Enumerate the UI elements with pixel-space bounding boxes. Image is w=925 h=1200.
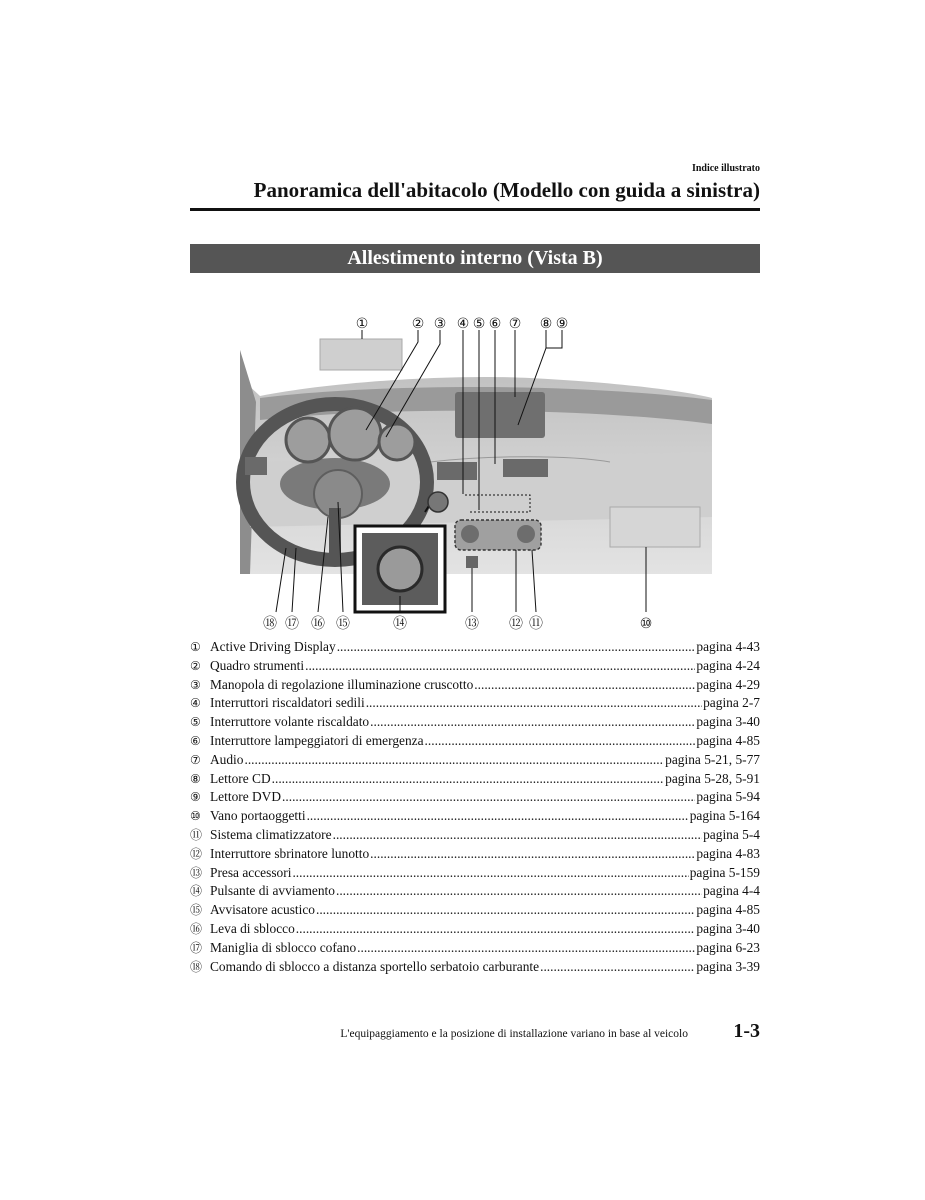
legend-page-ref: pagina 4-85 bbox=[696, 732, 760, 748]
footer-note: L'equipaggiamento e la posizione di installazione variano in base al veicolo bbox=[340, 1028, 688, 1040]
dot-leader bbox=[474, 676, 695, 695]
callout-18: ⑱ bbox=[263, 616, 277, 632]
callout-12: ⑫ bbox=[509, 616, 523, 632]
legend-item bbox=[190, 920, 760, 939]
dot-leader bbox=[370, 845, 695, 864]
climate-control-panel bbox=[455, 520, 541, 550]
legend-page-ref: pagina 5-94 bbox=[696, 789, 760, 805]
legend-label: Audio bbox=[210, 751, 244, 767]
title-rule bbox=[190, 208, 760, 211]
legend-page-ref: pagina 2-7 bbox=[703, 695, 760, 711]
dot-leader bbox=[316, 901, 695, 920]
legend-page-ref: pagina 5-28, 5-91 bbox=[665, 770, 760, 786]
legend-item bbox=[190, 751, 760, 770]
dot-leader bbox=[357, 939, 695, 958]
legend-page-ref: pagina 4-83 bbox=[696, 845, 760, 861]
legend-label: Maniglia di sblocco cofano bbox=[210, 939, 357, 955]
legend-page-ref: pagina 4-43 bbox=[696, 639, 760, 654]
dot-leader bbox=[244, 751, 664, 770]
legend-number: ⑱ bbox=[190, 959, 203, 974]
callout-4: ④ bbox=[456, 316, 470, 332]
legend-number: ⑥ bbox=[190, 733, 201, 748]
callout-3: ③ bbox=[433, 316, 447, 332]
callout-6: ⑥ bbox=[488, 316, 502, 332]
legend-page-ref: pagina 5-159 bbox=[689, 864, 760, 880]
dot-leader bbox=[305, 657, 695, 676]
legend-label: Interruttori riscaldatori sedili bbox=[210, 695, 365, 711]
dot-leader bbox=[366, 694, 702, 713]
legend-item bbox=[190, 882, 760, 901]
legend-label: Lettore DVD bbox=[210, 789, 282, 805]
dot-leader bbox=[296, 920, 696, 939]
legend-item bbox=[190, 713, 760, 732]
dot-leader bbox=[425, 732, 696, 751]
section-banner: Allestimento interno (Vista B) bbox=[190, 244, 760, 273]
callout-1: ① bbox=[355, 316, 369, 332]
callout-7: ⑦ bbox=[508, 316, 522, 332]
dot-leader bbox=[292, 864, 688, 883]
callout-13: ⑬ bbox=[465, 616, 479, 632]
legend-number: ⑦ bbox=[190, 752, 201, 767]
legend-item bbox=[190, 864, 760, 883]
legend-page-ref: pagina 4-4 bbox=[703, 883, 760, 899]
legend-label: Lettore CD bbox=[210, 770, 271, 786]
legend-item bbox=[190, 694, 760, 713]
legend-label: Comando di sblocco a distanza sportello serbatoio carburante bbox=[210, 958, 540, 974]
legend-item bbox=[190, 939, 760, 958]
glove-box bbox=[610, 507, 700, 547]
legend-item bbox=[190, 638, 760, 657]
legend-item bbox=[190, 807, 760, 826]
legend-page-ref: pagina 5-164 bbox=[689, 808, 760, 824]
legend-page-ref: pagina 3-40 bbox=[696, 714, 760, 730]
active-driving-display-plate bbox=[320, 339, 402, 370]
callout-17: ⑰ bbox=[285, 616, 299, 632]
accessory-socket bbox=[466, 556, 478, 568]
legend-item bbox=[190, 676, 760, 695]
legend-number: ⑬ bbox=[190, 865, 203, 880]
legend-label: Interruttore sbrinatore lunotto bbox=[210, 845, 370, 861]
legend-number: ⑰ bbox=[190, 940, 203, 955]
page-number: 1-3 bbox=[733, 1020, 760, 1042]
legend-number: ⑭ bbox=[190, 884, 203, 899]
air-vent-center-left bbox=[437, 462, 477, 480]
callout-9: ⑨ bbox=[555, 316, 569, 332]
callout-2: ② bbox=[411, 316, 425, 332]
callout-14: ⑭ bbox=[393, 616, 407, 632]
legend-page-ref: pagina 5-21, 5-77 bbox=[665, 751, 760, 767]
legend-page-ref: pagina 4-85 bbox=[696, 902, 760, 918]
page-title: Panoramica dell'abitacolo (Modello con guida a sinistra) bbox=[253, 178, 760, 202]
legend-number: ⑧ bbox=[190, 771, 201, 786]
legend-page-ref: pagina 5-4 bbox=[703, 826, 760, 842]
dot-leader bbox=[307, 807, 689, 826]
legend-label: Quadro strumenti bbox=[210, 657, 305, 673]
air-vent-left bbox=[245, 457, 267, 475]
callout-16: ⑯ bbox=[311, 616, 325, 632]
center-display bbox=[455, 392, 545, 438]
dashboard-illustration bbox=[190, 312, 760, 634]
callout-5: ⑤ bbox=[472, 316, 486, 332]
legend-label: Avvisatore acustico bbox=[210, 902, 315, 918]
legend-number: ⑫ bbox=[190, 846, 203, 861]
legend-label: Manopola di regolazione illuminazione cruscotto bbox=[210, 676, 474, 692]
legend-page-ref: pagina 4-29 bbox=[696, 676, 760, 692]
legend-page-ref: pagina 3-39 bbox=[696, 958, 760, 974]
legend-item bbox=[190, 826, 760, 845]
dot-leader bbox=[540, 958, 695, 977]
component-legend bbox=[190, 638, 760, 976]
legend-item bbox=[190, 732, 760, 751]
legend-label: Interruttore volante riscaldato bbox=[210, 714, 370, 730]
callout-10: ⑩ bbox=[639, 616, 653, 632]
legend-number: ① bbox=[190, 640, 201, 654]
section-label: Indice illustrato bbox=[691, 163, 760, 174]
legend-number: ⑤ bbox=[190, 715, 201, 730]
legend-item bbox=[190, 958, 760, 977]
legend-item bbox=[190, 657, 760, 676]
legend-item bbox=[190, 788, 760, 807]
dot-leader bbox=[272, 770, 665, 789]
legend-number: ③ bbox=[190, 677, 201, 692]
legend-number: ② bbox=[190, 658, 201, 673]
legend-label: Active Driving Display bbox=[210, 639, 336, 654]
dot-leader bbox=[282, 788, 695, 807]
legend-number: ④ bbox=[190, 696, 201, 711]
legend-item bbox=[190, 845, 760, 864]
legend-number: ⑮ bbox=[190, 903, 203, 918]
legend-number: ⑪ bbox=[190, 827, 203, 842]
callout-15: ⑮ bbox=[336, 616, 350, 632]
legend-label: Vano portaoggetti bbox=[210, 808, 306, 824]
legend-number: ⑯ bbox=[190, 921, 203, 936]
legend-label: Leva di sblocco bbox=[210, 920, 295, 936]
legend-label: Pulsante di avviamento bbox=[210, 883, 335, 899]
legend-label: Presa accessori bbox=[210, 864, 292, 880]
legend-label: Sistema climatizzatore bbox=[210, 826, 332, 842]
dot-leader bbox=[336, 882, 702, 901]
legend-page-ref: pagina 4-24 bbox=[696, 657, 760, 673]
legend-page-ref: pagina 3-40 bbox=[696, 920, 760, 936]
callout-11: ⑪ bbox=[529, 616, 543, 632]
callout-8: ⑧ bbox=[539, 316, 553, 332]
dot-leader bbox=[370, 713, 695, 732]
air-vent-center-right bbox=[503, 459, 548, 477]
legend-number: ⑨ bbox=[190, 790, 201, 805]
legend-label: Interruttore lampeggiatori di emergenza bbox=[210, 732, 424, 748]
legend-number: ⑩ bbox=[190, 809, 201, 824]
legend-item bbox=[190, 901, 760, 920]
dot-leader bbox=[333, 826, 703, 845]
dot-leader bbox=[337, 638, 696, 657]
legend-page-ref: pagina 6-23 bbox=[696, 939, 760, 955]
legend-item bbox=[190, 770, 760, 789]
